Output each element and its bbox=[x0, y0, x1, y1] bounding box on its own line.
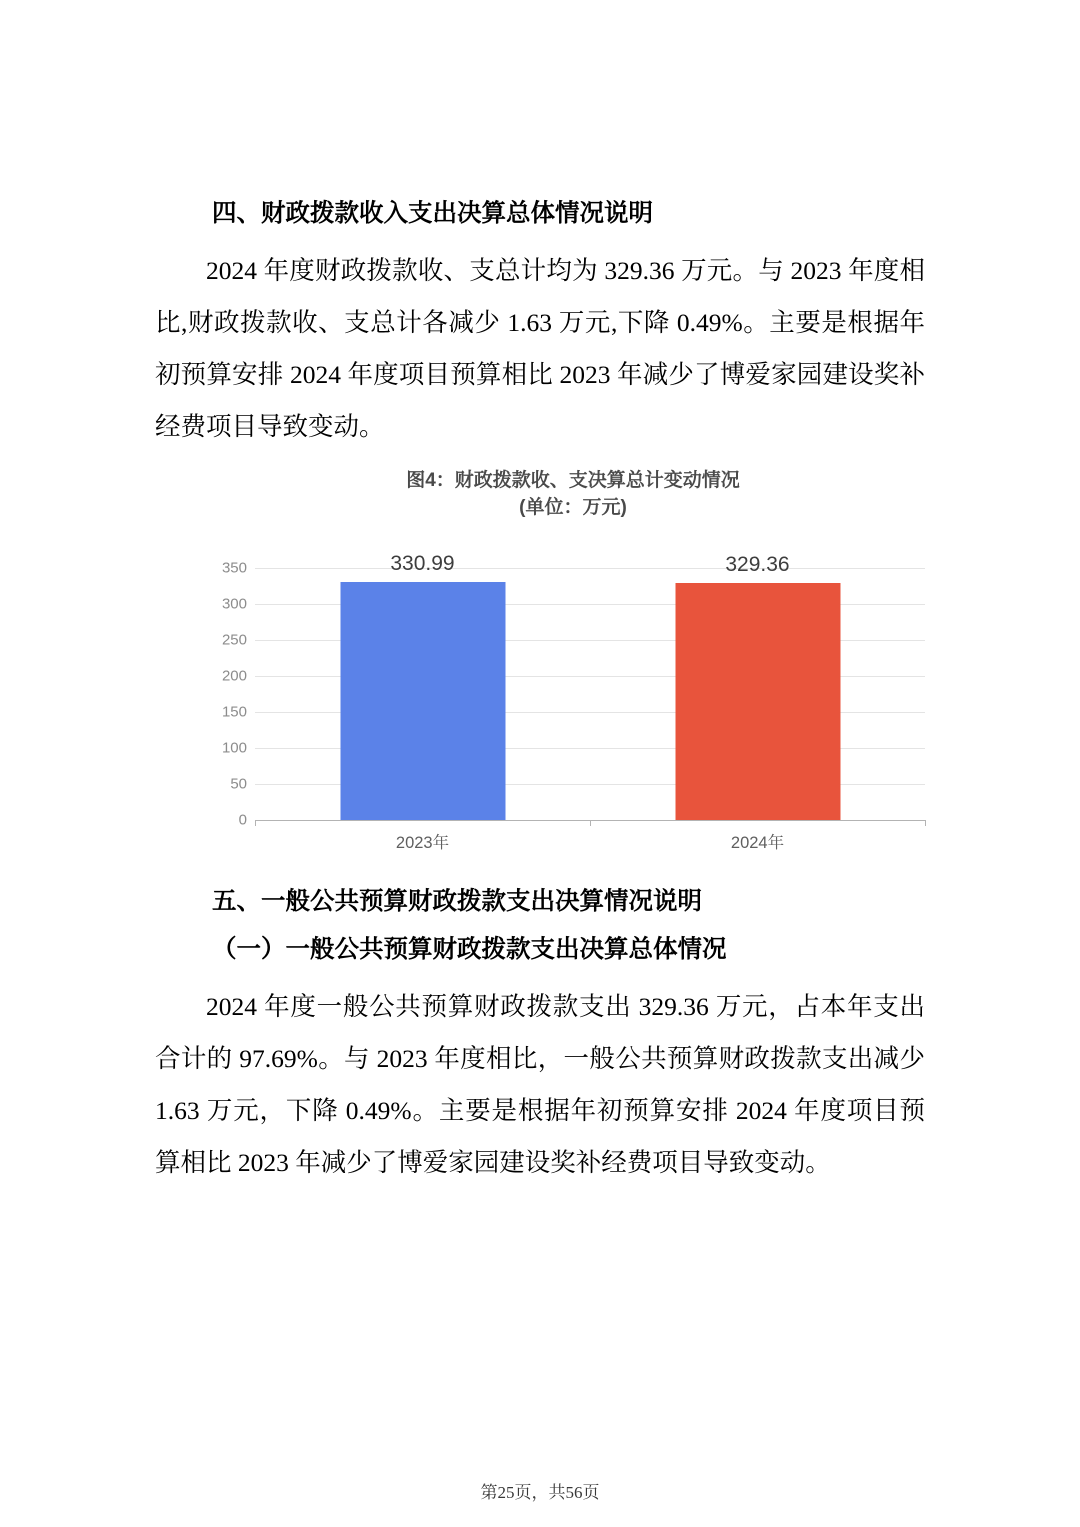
x-axis-tick bbox=[925, 820, 926, 826]
y-tick-label: 250 bbox=[221, 631, 247, 649]
x-axis-tick bbox=[255, 820, 256, 826]
gridline bbox=[255, 568, 925, 569]
section4-paragraph: 2024 年度财政拨款收、支总计均为 329.36 万元。与 2023 年度相比,财政拨款收、支总计各减少 1.63 万元,下降 0.49%。主要是根据年初预算安排 2024 年度项目预算相比 2023 年减少了博爱家园建设奖补经费项目导致变动。 bbox=[155, 256, 925, 441]
bar-value-label: 329.36 bbox=[725, 552, 790, 576]
y-tick-label: 150 bbox=[221, 703, 247, 721]
chart-canvas bbox=[221, 551, 925, 852]
section4-heading: 四、财政拨款收入支出决算总体情况说明 bbox=[212, 200, 653, 227]
y-tick-label: 0 bbox=[238, 811, 247, 829]
y-tick-label: 50 bbox=[230, 775, 247, 793]
page-number-footer: 第25页，共56页 bbox=[480, 1483, 600, 1502]
figure4-bar-chart bbox=[221, 467, 925, 852]
chart-plot bbox=[255, 551, 925, 852]
bar-value-label: 330.99 bbox=[390, 551, 455, 575]
y-axis bbox=[221, 559, 255, 829]
x-category-label: 2023年 bbox=[395, 834, 450, 852]
y-tick-label: 350 bbox=[221, 559, 247, 577]
bar-2023年 bbox=[340, 582, 505, 820]
y-tick-label: 200 bbox=[221, 667, 247, 685]
section5-paragraph: 2024 年度一般公共预算财政拨款支出 329.36 万元，占本年支出合计的 97.69%。与 2023 年度相比，一般公共预算财政拨款支出减少 1.63 万元，下降 0.49%。主要是根据年初预算安排 2024 年度项目预算相比 2023 年减少了博爱家园建设奖补经费项目导致变动。 bbox=[155, 992, 925, 1177]
chart-subtitle: (单位：万元) bbox=[519, 497, 627, 518]
x-category-label: 2024年 bbox=[730, 834, 785, 852]
chart-title: 图4：财政拨款收、支决算总计变动情况 bbox=[406, 470, 740, 491]
section5-subheading: （一）一般公共预算财政拨款支出决算总体情况 bbox=[212, 936, 727, 963]
y-tick-label: 300 bbox=[221, 595, 247, 613]
section5-heading: 五、一般公共预算财政拨款支出决算情况说明 bbox=[212, 888, 702, 915]
bar-2024年 bbox=[675, 583, 840, 820]
y-tick-label: 100 bbox=[221, 739, 247, 757]
x-axis-tick bbox=[590, 820, 591, 826]
